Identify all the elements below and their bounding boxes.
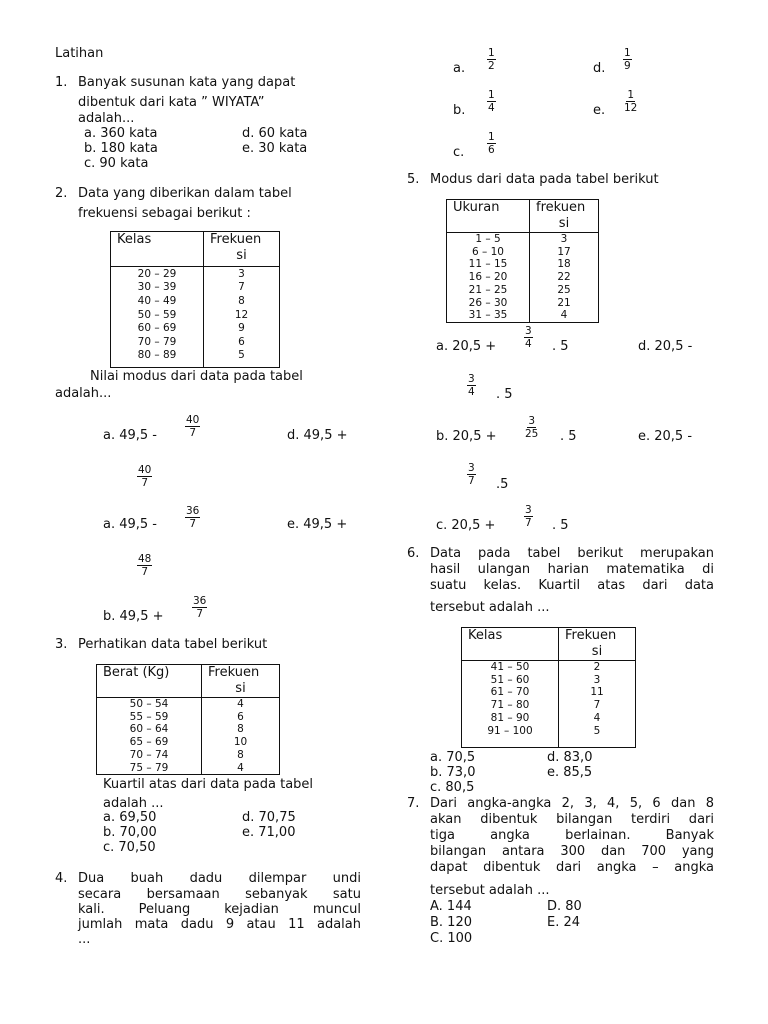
option-a: a. 49,5 - [103,517,157,532]
option-a: a. 20,5 + [436,339,497,354]
table-row: 41 – 50 2 [462,661,636,674]
option-c: c. [453,145,465,160]
frequency-table [461,627,636,748]
question-text: adalah... [78,111,135,126]
option-b: b. 180 kata [84,141,158,156]
question-text: secara bersamaan sebanyak satu [78,887,361,902]
table-row: 70 – 79 6 [111,335,280,349]
option-c: c. 80,5 [430,780,475,795]
table-header: Berat (Kg) [97,665,202,698]
option-e: e. 30 kata [242,141,308,156]
page-title: Latihan [55,46,104,61]
table-row: 81 – 90 4 [462,712,636,725]
question-number: 2. [55,186,68,201]
table-row: 61 – 70 11 [462,686,636,699]
table-row: 50 – 59 12 [111,308,280,322]
table-row: 6 – 10 17 [447,246,599,259]
fraction-suffix: . 5 [496,387,513,402]
question-text: Kuartil atas dari data pada tabel [103,777,314,792]
option-a: A. 144 [430,899,472,914]
fraction: $\frac{1}{9}$ [624,47,631,72]
question-text: Dari angka-angka 2, 3, 4, 5, 6 dan 8 [430,796,714,811]
question-number: 4. [55,871,68,886]
table-row: 51 – 60 3 [462,674,636,687]
fraction: $\frac{3}{25}$ [525,415,539,440]
table-header: frekuen si [530,200,599,233]
table-row: 80 – 89 5 [111,349,280,368]
table-row: 1 – 5 3 [447,233,599,246]
question-text: frekuensi sebagai berikut : [78,206,251,221]
option-b: b. 20,5 + [436,429,497,444]
table-row: 55 – 59 6 [97,711,280,724]
fraction: $\frac{3}{4}$ [525,325,532,350]
option-b: b. 73,0 [430,765,476,780]
option-a: a. 69,50 [103,810,157,825]
table-row: 40 – 49 8 [111,295,280,309]
question-text: akan dibentuk bilangan terdiri dari [430,812,714,827]
question-text: Banyak susunan kata yang dapat [78,75,296,90]
question-text: tersebut adalah ... [430,600,550,615]
table-row: 11 – 15 18 [447,258,599,271]
question-text: adalah... [55,386,112,401]
fraction: $\frac{3}{4}$ [468,373,475,398]
question-number: 6. [407,546,420,561]
frequency-table [446,199,599,323]
table-row: 65 – 69 10 [97,736,280,749]
option-e: e. 49,5 + [287,517,348,532]
question-text: tiga angka berlainan. Banyak [430,828,714,843]
option-b: B. 120 [430,915,472,930]
table-row: 20 – 29 3 [111,267,280,281]
question-text: dibentuk dari kata ” WIYATA” [78,95,265,110]
fraction-suffix: . 5 [552,339,569,354]
question-number: 3. [55,637,68,652]
question-text: hasil ulangan harian matematika di [430,562,714,577]
table-header: Frekuen si [202,665,280,698]
option-d: D. 80 [547,899,582,914]
question-text: Dua buah dadu dilempar undi [78,871,361,886]
frequency-table [110,231,280,368]
option-c: c. 90 kata [84,156,149,171]
fraction: $\frac{36}{7}$ [193,595,207,620]
option-b: b. [453,103,466,118]
table-row: 60 – 64 8 [97,723,280,736]
table-row: 16 – 20 22 [447,271,599,284]
fraction-suffix: . 5 [560,429,577,444]
table-row: 31 – 35 4 [447,309,599,322]
fraction: $\frac{48}{7}$ [138,553,152,578]
option-e: E. 24 [547,915,581,930]
table-row: 75 – 79 4 [97,762,280,775]
table-row: 30 – 39 7 [111,281,280,295]
fraction: $\frac{1}{12}$ [624,89,638,114]
table-row: 60 – 69 9 [111,322,280,336]
table-header: Kelas [111,232,204,267]
option-d: d. 60 kata [242,126,308,141]
fraction: $\frac{40}{7}$ [138,464,152,489]
question-number: 5. [407,172,420,187]
frequency-table [96,664,280,775]
question-text: Nilai modus dari data pada tabel [90,369,303,384]
table-row: 26 – 30 21 [447,297,599,310]
question-text: adalah ... [103,796,164,811]
table-header: Ukuran [447,200,530,233]
table-row: 71 – 80 7 [462,699,636,712]
option-c: c. 20,5 + [436,518,496,533]
fraction: $\frac{1}{6}$ [488,131,495,156]
fraction: $\frac{3}{7}$ [525,504,532,529]
option-a: a. 70,5 [430,750,476,765]
question-text: Data yang diberikan dalam tabel [78,186,292,201]
option-d: d. [593,61,606,76]
question-text: suatu kelas. Kuartil atas dari data [430,578,714,593]
question-text: tersebut adalah ... [430,883,550,898]
option-a: a. 49,5 - [103,428,157,443]
option-a: a. [453,61,466,76]
option-b: b. 70,00 [103,825,157,840]
option-d: d. 20,5 - [638,339,693,354]
option-d: d. 49,5 + [287,428,348,443]
question-text: bilangan antara 300 dan 700 yang [430,844,714,859]
fraction: $\frac{1}{2}$ [488,47,495,72]
option-e: e. 71,00 [242,825,296,840]
fraction-suffix: .5 [496,477,509,492]
fraction-suffix: . 5 [552,518,569,533]
fraction: $\frac{1}{4}$ [488,89,495,114]
question-text: jumlah mata dadu 9 atau 11 adalah [78,917,361,932]
question-text: kali. Peluang kejadian muncul [78,902,361,917]
option-e: e. 20,5 - [638,429,693,444]
table-header: Frekuen si [559,628,636,661]
fraction: $\frac{36}{7}$ [186,505,200,530]
option-c: C. 100 [430,931,473,946]
table-row: 50 – 54 4 [97,698,280,711]
option-a: a. 360 kata [84,126,158,141]
table-header: Frekuen si [204,232,280,267]
option-b: b. 49,5 + [103,609,164,624]
question-text: Data pada tabel berikut merupakan [430,546,714,561]
option-d: d. 83,0 [547,750,593,765]
option-e: e. 85,5 [547,765,593,780]
question-text: Perhatikan data tabel berikut [78,637,268,652]
option-c: c. 70,50 [103,840,156,855]
question-text: ... [78,932,91,947]
table-row: 21 – 25 25 [447,284,599,297]
fraction: $\frac{40}{7}$ [186,414,200,439]
question-number: 1. [55,75,68,90]
question-text: Modus dari data pada tabel berikut [430,172,659,187]
table-row: 91 – 100 5 [462,725,636,748]
question-number: 7. [407,796,420,811]
question-text: dapat dibentuk dari angka – angka [430,860,714,875]
option-d: d. 70,75 [242,810,296,825]
table-header: Kelas [462,628,559,661]
fraction: $\frac{3}{7}$ [468,462,475,487]
option-e: e. [593,103,606,118]
table-row: 70 – 74 8 [97,749,280,762]
